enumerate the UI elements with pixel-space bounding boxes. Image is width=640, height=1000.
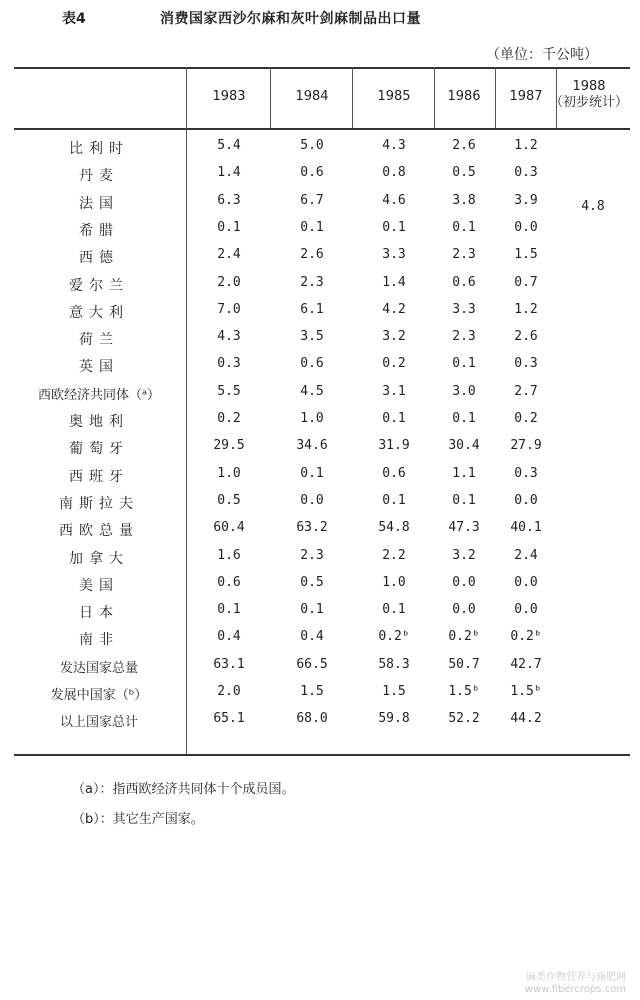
value-cell: 1.0 [217, 465, 241, 481]
value-cell: 0.1 [452, 356, 476, 372]
value-cell: 52.2 [448, 711, 480, 727]
row-label: 美国 [79, 577, 119, 594]
value-cell: 0.6 [382, 465, 406, 481]
row-label: 荷兰 [79, 332, 119, 349]
value-cell: 0.6 [452, 274, 476, 290]
row-label: 法国 [79, 195, 119, 212]
value-cell: 0.1 [300, 602, 324, 618]
value-cell: 0.2ᵇ [378, 629, 410, 645]
value-cell: 7.0 [217, 301, 241, 317]
table-row [14, 133, 630, 160]
value-cell: 65.1 [213, 711, 245, 727]
top-rule [14, 67, 630, 69]
table-number: 表4 [62, 11, 86, 27]
value-cell: 0.1 [300, 219, 324, 235]
value-cell: 63.1 [213, 656, 245, 672]
row-label: 葡萄牙 [69, 441, 129, 458]
value-cell: 1.5 [300, 684, 324, 699]
watermark-line1: 麻类作物营养与施肥网 [526, 972, 626, 983]
watermark [525, 972, 626, 996]
value-cell: 0.3 [217, 356, 241, 372]
year-1986-header: 1986 [447, 89, 481, 104]
table-row [14, 515, 630, 542]
value-cell: 1.0 [300, 411, 324, 426]
value-cell: 0.0 [452, 602, 476, 618]
col-divider [270, 67, 271, 128]
table-row [14, 433, 630, 460]
value-cell: 0.4 [300, 629, 324, 645]
value-cell: 0.7 [514, 274, 538, 290]
preliminary-note: （初步统计） [549, 95, 628, 110]
col-divider [495, 67, 496, 128]
value-cell: 0.2ᵇ [448, 629, 480, 645]
watermark-line2: www.fibercrops.com [524, 984, 626, 995]
value-cell: 4.3 [217, 329, 241, 345]
value-cell: 3.2 [452, 547, 476, 563]
row-label: 以上国家总计 [59, 715, 138, 731]
value-cell: 2.7 [514, 383, 538, 399]
footnote-a: （a）：指西欧经济共同体十个成员国。 [72, 782, 295, 797]
row-label: 西德 [79, 250, 119, 267]
value-cell: 2.3 [300, 274, 324, 290]
value-cell: 0.3 [514, 356, 538, 372]
table-row [14, 188, 630, 215]
year-1987-header: 1987 [509, 89, 543, 104]
value-cell: 6.3 [217, 192, 241, 208]
value-cell: 2.6 [514, 329, 538, 345]
row-label: 爱尔兰 [69, 277, 129, 294]
row-label: 发展中国家（ᵇ） [50, 688, 148, 703]
year-1988-label: 1988 [572, 79, 606, 94]
value-cell: 2.3 [452, 329, 476, 345]
row-label: 发达国家总量 [59, 660, 138, 676]
value-cell: 4.2 [382, 301, 406, 317]
table-row [14, 379, 630, 406]
value-cell: 1.5 [382, 684, 406, 699]
value-cell: 3.0 [452, 383, 476, 399]
value-cell: 1.6 [217, 547, 241, 563]
value-cell: 34.6 [296, 438, 328, 454]
row-label: 加拿大 [69, 550, 129, 567]
value-cell: 0.0 [514, 219, 538, 235]
header-rule [14, 128, 630, 130]
value-cell: 5.0 [300, 138, 324, 153]
value-cell: 1.4 [217, 165, 241, 181]
value-cell: 0.1 [452, 219, 476, 235]
value-cell: 0.5 [217, 492, 241, 508]
value-cell: 54.8 [378, 520, 410, 536]
value-cell: 68.0 [296, 711, 328, 727]
value-cell: 4.5 [300, 383, 324, 399]
value-cell: 4.6 [382, 192, 406, 208]
value-cell: 0.1 [217, 219, 241, 235]
table-row [14, 706, 630, 733]
value-cell: 0.2 [382, 356, 406, 372]
value-cell: 2.0 [217, 684, 241, 699]
year-1983-header: 1983 [212, 89, 246, 104]
value-cell: 2.2 [382, 547, 406, 563]
value-cell: 0.1 [382, 602, 406, 618]
value-cell: 0.8 [382, 165, 406, 181]
value-cell: 50.7 [448, 656, 480, 672]
value-cell: 0.1 [382, 411, 406, 426]
table-row [14, 297, 630, 324]
value-cell: 47.3 [448, 520, 480, 536]
value-cell: 0.6 [300, 165, 324, 181]
value-cell: 44.2 [510, 711, 542, 727]
row-label: 西欧总量 [59, 523, 139, 540]
table-row [14, 624, 630, 651]
value-cell: 0.1 [300, 465, 324, 481]
value-cell: 0.0 [514, 602, 538, 618]
value-cell: 5.5 [217, 383, 241, 399]
row-label: 英国 [79, 359, 119, 376]
value-cell: 2.4 [514, 547, 538, 563]
value-cell: 0.4 [217, 629, 241, 645]
value-cell: 0.1 [382, 492, 406, 508]
col-divider [352, 67, 353, 128]
value-cell: 1.0 [382, 574, 406, 590]
value-cell: 2.6 [452, 138, 476, 153]
value-cell: 31.9 [378, 438, 410, 454]
value-cell: 6.1 [300, 301, 324, 317]
value-cell: 0.6 [217, 574, 241, 590]
bottom-rule [14, 754, 630, 756]
row-label: 奥地利 [69, 414, 129, 430]
unit-label: （单位：千公吨） [486, 47, 598, 63]
value-cell: 0.0 [452, 574, 476, 590]
table-row [14, 351, 630, 378]
row-label: 南非 [79, 632, 119, 649]
value-cell: 0.3 [514, 165, 538, 181]
value-cell: 1.2 [514, 138, 538, 153]
value-cell: 2.3 [452, 247, 476, 263]
table-row [14, 597, 630, 624]
value-cell: 2.4 [217, 247, 241, 263]
value-cell: 42.7 [510, 656, 542, 672]
table-row [14, 570, 630, 597]
value-cell: 0.1 [217, 602, 241, 618]
value-cell: 1.2 [514, 301, 538, 317]
value-cell: 2.6 [300, 247, 324, 263]
value-cell: 0.1 [452, 492, 476, 508]
row-label: 意大利 [69, 304, 129, 321]
year-1984-header: 1984 [295, 89, 329, 104]
value-cell: 59.8 [378, 711, 410, 727]
value-cell: 3.8 [452, 192, 476, 208]
value-cell: 6.7 [300, 192, 324, 208]
value-cell: 0.0 [300, 492, 324, 508]
value-cell: 0.2 [217, 411, 241, 426]
table-row [14, 242, 630, 269]
value-cell: 29.5 [213, 438, 245, 454]
row-label: 希腊 [79, 222, 119, 239]
value-cell: 0.0 [514, 492, 538, 508]
table-row [14, 270, 630, 297]
value-cell: 2.3 [300, 547, 324, 563]
table-row [14, 324, 630, 351]
value-cell: 0.2 [514, 411, 538, 426]
row-label: 丹麦 [79, 168, 119, 185]
value-cell: 0.5 [300, 574, 324, 590]
value-cell: 0.1 [382, 219, 406, 235]
row-label: 日本 [79, 605, 119, 622]
table-row [14, 215, 630, 242]
value-cell: 0.6 [300, 356, 324, 372]
value-cell: 1.1 [452, 465, 476, 481]
value-cell: 40.1 [510, 520, 542, 536]
value-cell: 3.1 [382, 383, 406, 399]
table-row [14, 543, 630, 570]
value-cell: 3.3 [382, 247, 406, 263]
table-row [14, 461, 630, 488]
value-cell: 3.2 [382, 329, 406, 345]
value-cell: 2.0 [217, 274, 241, 290]
value-cell: 66.5 [296, 656, 328, 672]
value-cell: 27.9 [510, 438, 542, 454]
table-row [14, 488, 630, 515]
table-row [14, 160, 630, 187]
row-label: 南斯拉夫 [59, 495, 139, 512]
table-row [14, 406, 630, 433]
value-cell: 1.5 [514, 247, 538, 263]
row-label: 西班牙 [69, 468, 129, 485]
year-1985-header: 1985 [377, 89, 411, 104]
value-cell: 30.4 [448, 438, 480, 454]
value-cell: 0.2ᵇ [510, 629, 542, 645]
value-cell: 5.4 [217, 138, 241, 153]
value-cell: 0.5 [452, 165, 476, 181]
row-label: 比利时 [69, 141, 129, 157]
table-row [14, 679, 630, 706]
row-label: 西欧经济共同体（ᵃ） [37, 387, 161, 403]
footnote-b: （b）：其它生产国家。 [72, 812, 204, 827]
value-cell: 58.3 [378, 656, 410, 672]
value-cell: 63.2 [296, 520, 328, 536]
value-cell: 60.4 [213, 520, 245, 536]
value-1988: 4.8 [581, 199, 605, 214]
year-1988-header [549, 79, 629, 111]
value-cell: 1.4 [382, 274, 406, 290]
value-cell: 3.3 [452, 301, 476, 317]
value-cell: 0.1 [452, 411, 476, 426]
value-cell: 0.3 [514, 465, 538, 481]
value-cell: 1.5ᵇ [448, 684, 480, 699]
value-cell: 1.5ᵇ [510, 684, 542, 699]
table-row [14, 652, 630, 679]
value-cell: 0.0 [514, 574, 538, 590]
value-cell: 3.9 [514, 192, 538, 208]
value-cell: 4.3 [382, 138, 406, 153]
table-title: 消费国家西沙尔麻和灰叶剑麻制品出口量 [160, 11, 421, 27]
value-cell: 3.5 [300, 329, 324, 345]
